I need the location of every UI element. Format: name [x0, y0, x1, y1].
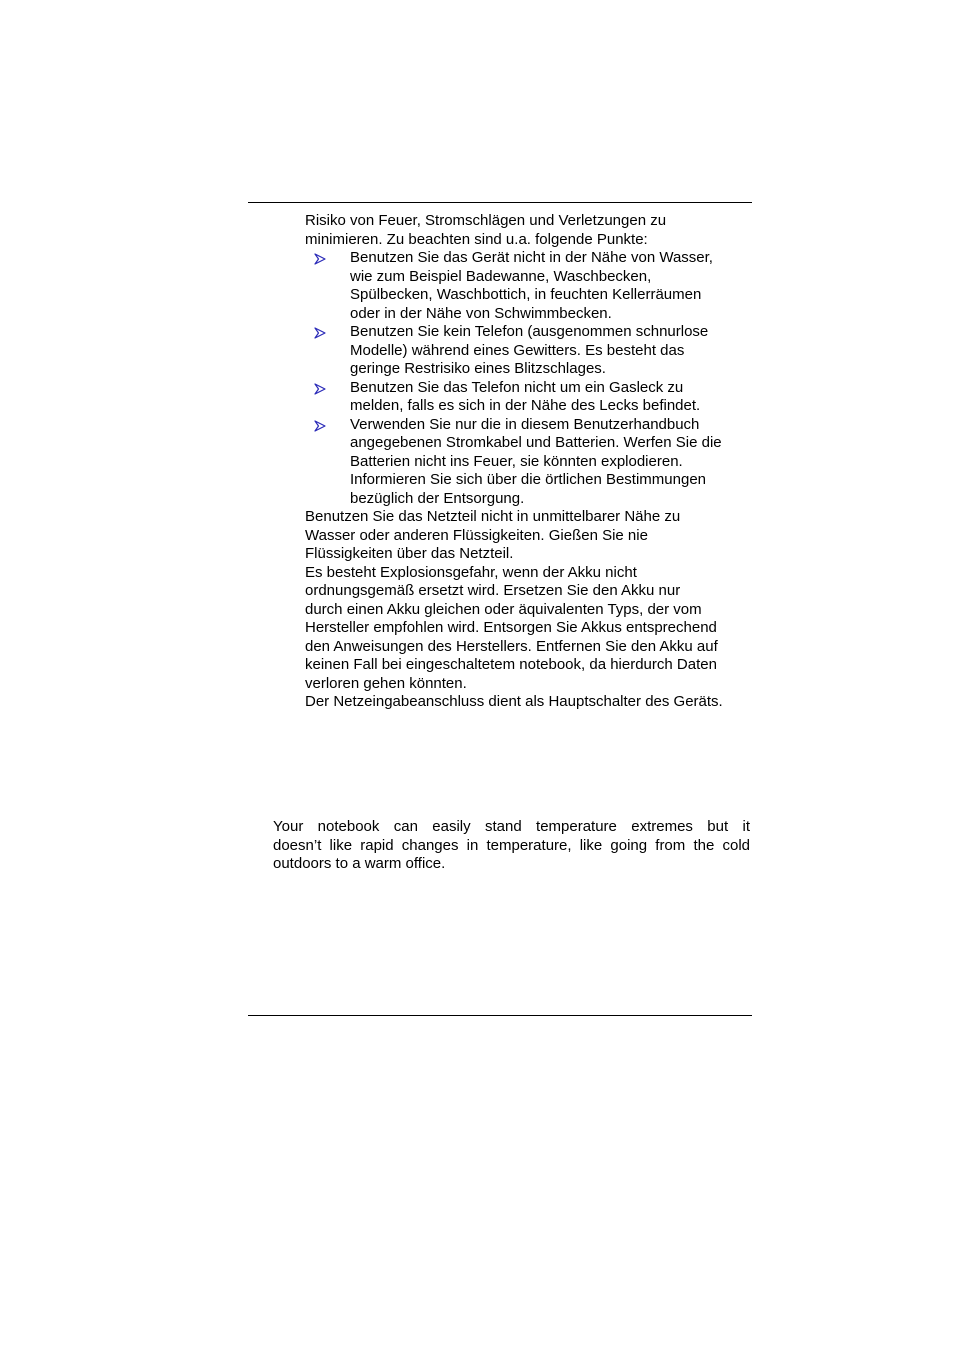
arrowhead-bullet-icon [314, 253, 326, 265]
text-line: Benutzen Sie das Gerät nicht in der Nähe von Wasser, [350, 249, 713, 266]
intro-paragraph [305, 212, 760, 249]
text-line: minimieren. Zu beachten sind u.a. folgende Punkte: [305, 230, 648, 248]
text-line: keinen Fall bei eingeschaltetem notebook, da hierdurch Daten [305, 656, 717, 673]
text-line: Benutzen Sie kein Telefon (ausgenommen schnurlose [350, 323, 709, 340]
text-line: Flüssigkeiten über das Netzteil. [305, 545, 514, 562]
text-line: Es besteht Explosionsgefahr, wenn der Akku nicht [305, 563, 637, 581]
text-line: Modelle) während eines Gewitters. Es besteht das [350, 341, 685, 359]
arrowhead-bullet-icon [314, 383, 326, 395]
text-line: ordnungsgemäß ersetzt wird. Ersetzen Sie den Akku nur [305, 582, 681, 599]
text-line: oder in der Nähe von Schwimmbecken. [350, 304, 612, 322]
text-line: Benutzen Sie das Netzteil nicht in unmittelbarer Nähe zu [305, 508, 681, 525]
text-line: den Anweisungen des Herstellers. Entfernen Sie den Akku auf [305, 637, 718, 655]
text-line: wie zum Beispiel Badewanne, Waschbecken, [350, 267, 652, 285]
text-line: Spülbecken, Waschbottich, in feuchten Kellerräumen [350, 286, 702, 303]
arrowhead-bullet-icon [314, 327, 326, 339]
text-line: Verwenden Sie nur die in diesem Benutzerhandbuch [350, 415, 700, 433]
list-item [305, 323, 760, 379]
text-line: doesn’t like rapid changes in temperature, like going from the cold [273, 836, 750, 854]
text-line: outdoors to a warm office. [273, 855, 446, 872]
arrowhead-bullet-icon [314, 420, 326, 432]
list-item [305, 249, 760, 323]
text-line: Hersteller empfohlen wird. Entsorgen Sie Akkus entsprechend [305, 619, 717, 636]
top-rule [248, 202, 752, 203]
list-item [305, 379, 760, 416]
text-line: verloren gehen könnten. [305, 674, 467, 692]
text-line: Der Netzeingabeanschluss dient als Hauptschalter des Geräts. [305, 693, 723, 710]
text-line: Your notebook can easily stand temperature extremes but it [273, 818, 750, 835]
text-line: durch einen Akku gleichen oder äquivalenten Typs, der vom [305, 600, 702, 618]
temperature-paragraph-english [273, 818, 750, 874]
text-line: bezüglich der Entsorgung. [350, 489, 525, 507]
text-line: Risiko von Feuer, Stromschlägen und Verletzungen zu [305, 212, 667, 229]
after-list-paragraphs [305, 508, 760, 712]
text-line: Benutzen Sie das Telefon nicht um ein Gasleck zu [350, 378, 684, 396]
safety-instructions-german [305, 212, 760, 712]
text-line: Batterien nicht ins Feuer, sie könnten explodieren. [350, 452, 683, 470]
text-line: Wasser oder anderen Flüssigkeiten. Gießen Sie nie [305, 526, 648, 544]
text-line: geringe Restrisiko eines Blitzschlages. [350, 360, 606, 377]
text-line: angegebenen Stromkabel und Batterien. Werfen Sie die [350, 434, 722, 451]
list-item [305, 416, 760, 509]
text-line: melden, falls es sich in der Nähe des Lecks befindet. [350, 397, 701, 414]
bottom-rule [248, 1015, 752, 1016]
text-line: Informieren Sie sich über die örtlichen Bestimmungen [350, 471, 707, 488]
